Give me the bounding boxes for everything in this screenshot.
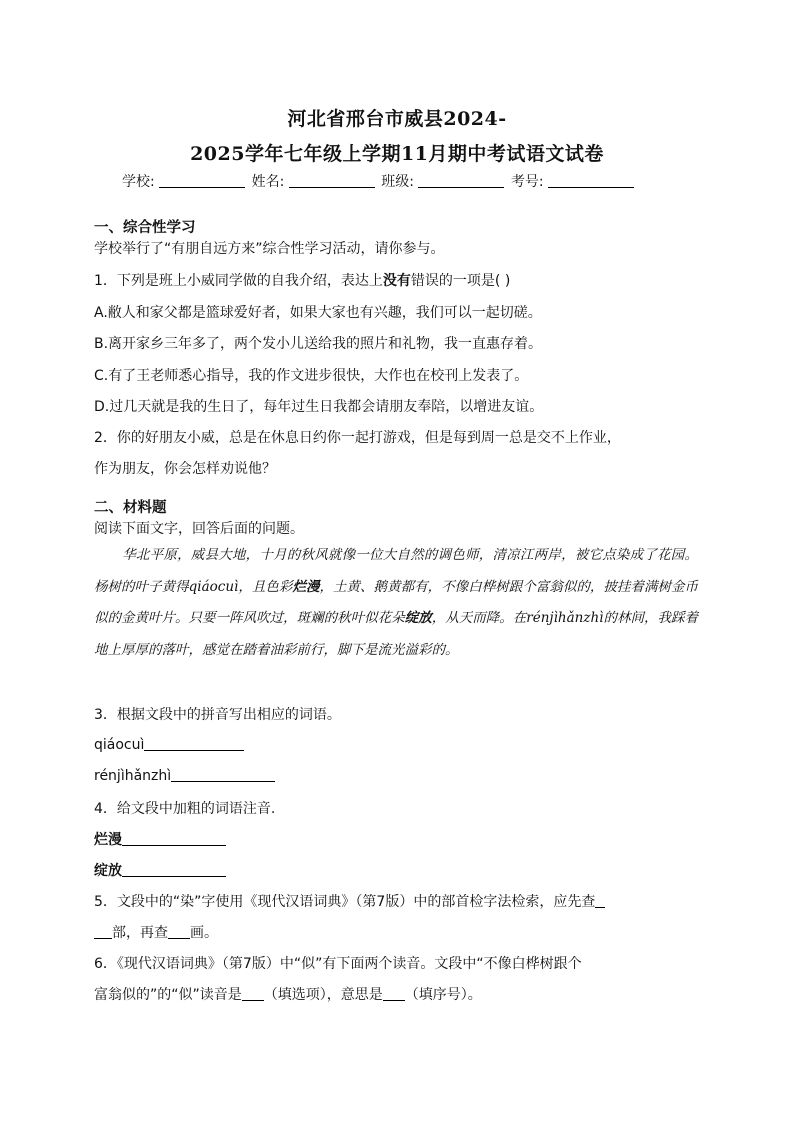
passage-part2: ，土黄、鹅黄都有，不像白桦树跟个富翁似的，披挂着满树金币似的金黄叶片。只要一阵风吹过，斑斓的秋叶似花朵 [94, 578, 698, 626]
passage-part1: 华北平原，威县大地，十月的秋风就像一位大自然的调色师，清凉江两岸，被它点染成了花园。杨树的叶子黄得qiáocuì，且色彩 [94, 547, 698, 595]
student-info-row [122, 171, 634, 191]
passage-bold-word-2: 绽放 [404, 610, 432, 626]
question-1-stem [94, 270, 510, 290]
q4-word-1: 烂漫 [94, 832, 122, 848]
exam-title-line2: 2025学年七年级上学期11月期中考试语文试卷 [190, 143, 604, 165]
exam-number-label: 考号: [510, 174, 544, 190]
q5-blank-1b[interactable] [94, 924, 112, 939]
q6-line2-b: （填选项），意思是 [263, 987, 383, 1003]
name-blank[interactable] [289, 173, 375, 188]
section2-heading: 二、材料题 [94, 500, 167, 516]
q4-answer-blank-2[interactable] [122, 862, 226, 877]
q6-line2-c: （填序号）。 [404, 987, 482, 1003]
passage-bold-word-1: 烂漫 [292, 578, 320, 595]
q3-pinyin-1: qiáocuì [94, 737, 145, 753]
question-4-stem: 4．给文段中加粗的词语注音. [94, 801, 276, 817]
q4-answer-blank-1[interactable] [122, 831, 226, 846]
q1-option-b: B.离开家乡三年多了，两个发小儿送给我的照片和礼物，我一直惠存着。 [94, 336, 543, 352]
section1-heading: 一、综合性学习 [94, 220, 196, 236]
question-2-line1: 2．你的好朋友小威，总是在休息日约你一起打游戏，但是每到周一总是交不上作业， [94, 430, 621, 446]
q4-item-2 [94, 860, 226, 880]
q1-stem-pre: 1．下列是班上小威同学做的自我介绍，表达上 [94, 273, 383, 289]
class-blank[interactable] [418, 173, 504, 188]
question-5-line1 [94, 891, 605, 911]
q6-blank-2[interactable] [383, 986, 405, 1001]
section1-intro: 学校举行了“有朋自远方来”综合性学习活动，请你参与。 [94, 241, 445, 257]
class-label: 班级: [381, 174, 414, 190]
q3-item-1 [94, 736, 244, 753]
school-label: 学校: [122, 174, 155, 190]
question-6-line1: 6．《现代汉语词典》（第7版）中“似”有下面两个读音。文段中“不像白桦树跟个 [94, 956, 582, 972]
q1-stem-bold: 没有 [382, 273, 411, 289]
q6-line2-a: 富翁似的”的“似”读音是 [94, 987, 242, 1003]
q6-blank-1[interactable] [242, 986, 264, 1001]
q3-answer-blank-2[interactable] [171, 767, 275, 782]
q1-option-d: D.过几天就是我的生日了，每年过生日我都会请朋友奉陪，以增进友谊。 [94, 399, 544, 415]
q5-line1-text: 5．文段中的“染”字使用《现代汉语词典》（第7版）中的部首检字法检索，应先查 [94, 894, 596, 910]
q4-item-1 [94, 829, 226, 849]
reading-passage [94, 540, 698, 666]
name-label: 姓名: [251, 174, 285, 190]
passage-part3: ，从天而降。在rénjìhǎnzhì的林间，我踩着地上厚厚的落叶，感觉在踏着油彩前行，脚下是流光溢彩的。 [94, 610, 699, 658]
exam-number-blank[interactable] [548, 173, 634, 188]
q1-option-a: A.敝人和家父都是篮球爱好者，如果大家也有兴趣，我们可以一起切磋。 [94, 305, 542, 321]
q5-line2-a: 部，再查 [112, 925, 168, 941]
school-blank[interactable] [159, 173, 245, 188]
question-2-line2: 作为朋友，你会怎样劝说他？ [94, 461, 276, 477]
q3-pinyin-2: rénjìhǎnzhì [94, 768, 172, 784]
q3-item-2 [94, 767, 275, 784]
q3-answer-blank-1[interactable] [144, 736, 244, 751]
q5-blank-1a[interactable] [595, 893, 605, 908]
question-3-stem: 3．根据文段中的拼音写出相应的词语。 [94, 707, 341, 723]
q1-stem-post: 错误的一项是( ) [410, 273, 511, 289]
q5-line2-b: 画。 [190, 925, 218, 941]
question-5-line2 [94, 922, 218, 942]
q1-option-c: C.有了王老师悉心指导，我的作文进步很快，大作也在校刊上发表了。 [94, 368, 529, 384]
question-6-line2 [94, 984, 482, 1004]
q4-word-2: 绽放 [94, 863, 122, 879]
exam-title-line1: 河北省邢台市威县2024- [287, 108, 507, 130]
section2-intro: 阅读下面文字，回答后面的问题。 [94, 521, 304, 537]
q5-blank-2[interactable] [168, 924, 190, 939]
